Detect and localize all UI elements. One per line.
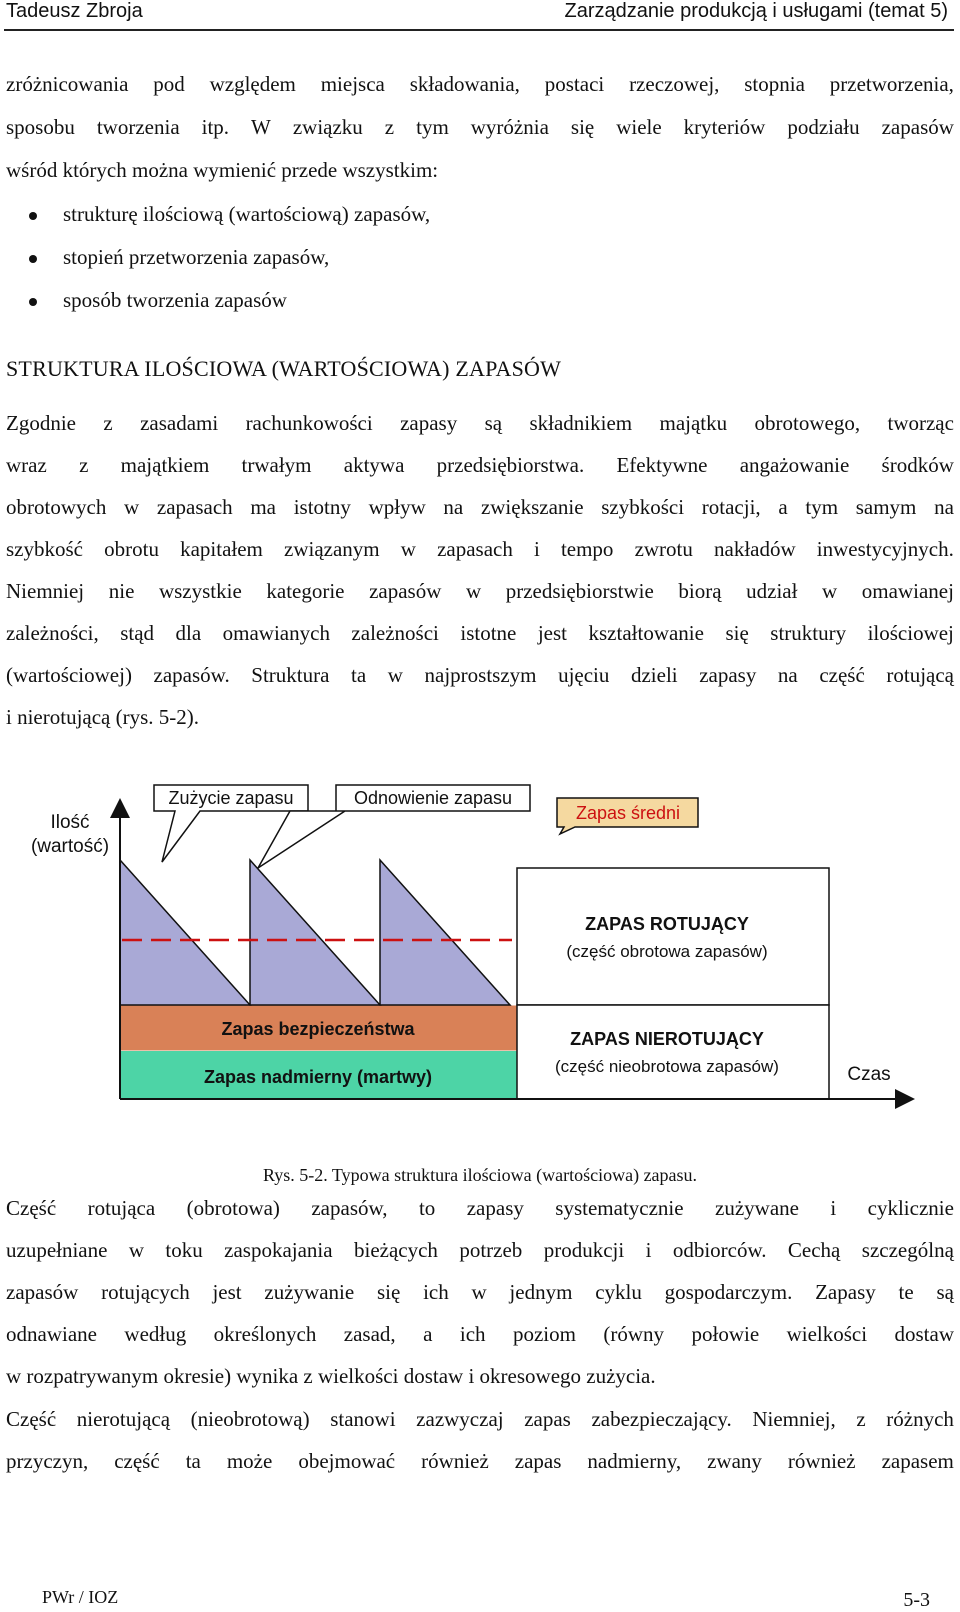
word: zależności [351, 621, 439, 645]
word: tym [805, 495, 839, 519]
word: rotacji, [701, 495, 761, 519]
word: dla [175, 621, 202, 645]
word: rzeczowej, [629, 72, 720, 96]
word: postaci [544, 72, 605, 96]
word: udział [746, 579, 798, 603]
word: połowie [691, 1322, 760, 1346]
word: cyklu [595, 1280, 642, 1304]
word: obrotu [104, 537, 159, 561]
word: bieżących [353, 1238, 438, 1262]
word: w [465, 579, 482, 603]
word: gospodarczym. [664, 1280, 793, 1304]
word: i [645, 1238, 652, 1262]
y-axis-label-1: Ilość [50, 812, 90, 833]
paragraph1-line [6, 453, 954, 477]
word: zwrotu [634, 537, 693, 561]
word: struktury [770, 621, 847, 645]
word: Zapasy [815, 1280, 876, 1304]
word: przedsiębiorstwie [505, 579, 654, 603]
word: W [251, 115, 271, 139]
nonrotating-stock-subtitle: (część nieobrotowa zapasów) [555, 1057, 779, 1076]
bullet-dot [29, 255, 37, 263]
y-axis-label-2: (wartość) [30, 836, 110, 857]
word: i [830, 1196, 837, 1220]
word: w [128, 1238, 145, 1262]
word: inwestycyjnych. [816, 537, 954, 561]
word: samym [855, 495, 917, 519]
word: szybkości [601, 495, 685, 519]
rotating-stock-title: ZAPAS ROTUJĄCY [585, 914, 749, 934]
stock-triangle [380, 860, 510, 1005]
word: przyczyn, [6, 1449, 89, 1473]
word: nierotującą [76, 1407, 171, 1431]
word: szybkość [6, 537, 83, 561]
paragraph1-line [6, 495, 954, 519]
word: rotującą [886, 663, 954, 687]
word: zaspokajania [224, 1238, 333, 1262]
word: kapitałem [180, 537, 263, 561]
word: różnych [886, 1407, 954, 1431]
word: w [471, 1280, 487, 1304]
word: zapasy [466, 1196, 524, 1220]
word: tempo [560, 537, 614, 561]
word: istotne [460, 621, 517, 645]
usage-callout-text: Zużycie zapasu [168, 788, 294, 808]
word: wiele [616, 115, 662, 139]
word: potrzeb [459, 1238, 523, 1262]
header-title: Zarządzanie produkcją i usługami (temat 5) [564, 0, 948, 22]
word: itp. [201, 115, 230, 139]
word: sposobu [6, 115, 75, 139]
word: (wartościowej) [6, 663, 132, 687]
word: rotująca [87, 1196, 156, 1220]
word: trwałym [241, 453, 312, 477]
word: rotujących [101, 1280, 190, 1304]
word: wielkości [786, 1322, 868, 1346]
rotating-stock-subtitle: (część obrotowa zapasów) [566, 942, 768, 961]
word: ta [351, 663, 367, 687]
word: zazwyczaj [416, 1407, 504, 1431]
word: nakładów [714, 537, 796, 561]
word: majątku [659, 411, 728, 435]
word: zwany [707, 1449, 762, 1473]
word: tworząc [887, 411, 954, 435]
word: Struktura [251, 663, 330, 687]
word: obrotowych [6, 495, 107, 519]
word: szczególną [861, 1238, 954, 1262]
word: na [934, 495, 954, 519]
word: zużywane [715, 1196, 799, 1220]
word: część [114, 1449, 160, 1473]
word: wyróżnia [470, 115, 549, 139]
word: również [421, 1449, 489, 1473]
word: wpływ [368, 495, 426, 519]
paragraph2-line [6, 1280, 954, 1304]
figure-caption: Rys. 5-2. Typowa struktura ilościowa (wartościowa) zapasu. [262, 1165, 698, 1185]
word: systematycznie [555, 1196, 684, 1220]
word: w [400, 537, 416, 561]
word: zasadami [140, 411, 219, 435]
word: się [570, 115, 595, 139]
word: są [484, 411, 503, 435]
word: są [936, 1280, 954, 1304]
word: zużywanie [264, 1280, 355, 1304]
word: określonych [213, 1322, 317, 1346]
page-number: 5-3 [903, 1589, 930, 1611]
word: z [384, 115, 395, 139]
word: jest [212, 1280, 242, 1304]
intro-line-2 [6, 115, 954, 139]
word: kategorie [266, 579, 345, 603]
word: i [533, 537, 540, 561]
word: się [725, 621, 749, 645]
section-heading: STRUKTURA ILOŚCIOWA (WARTOŚCIOWA) ZAPASÓW [6, 356, 562, 381]
word: kryteriów [683, 115, 766, 139]
word: a [423, 1322, 433, 1346]
word: przedsiębiorstwa. [436, 453, 585, 477]
word: zasad, [343, 1322, 396, 1346]
word: również [787, 1449, 856, 1473]
word: to [418, 1196, 436, 1220]
word: uzupełniane [6, 1238, 108, 1262]
word: Efektywne [616, 453, 708, 477]
word: w [387, 663, 403, 687]
word: jednym [509, 1280, 573, 1304]
word: zapasach [156, 495, 233, 519]
word: stanowi [330, 1407, 396, 1431]
word: poziom [512, 1322, 576, 1346]
bullet-item: strukturę ilościową (wartościową) zapasów, [63, 202, 431, 226]
word: Zgodnie [6, 411, 76, 435]
word: zapas [524, 1407, 571, 1431]
word: rachunkowości [245, 411, 373, 435]
bullet-dot [29, 298, 37, 306]
word: zapasów. [153, 663, 230, 687]
word: zapasów [881, 115, 954, 139]
word: odbiorców. [672, 1238, 767, 1262]
word: pod [153, 72, 185, 96]
paragraph1-line [6, 411, 954, 435]
bullet-item: sposób tworzenia zapasów [63, 288, 287, 312]
word: nadmierny, [587, 1449, 682, 1473]
word: na [443, 495, 464, 519]
word: jest [537, 621, 568, 645]
word: przetworzenia, [829, 72, 954, 96]
word: miejsca [320, 72, 385, 96]
word: wraz [6, 453, 47, 477]
average-stock-callout-text: Zapas średni [575, 803, 681, 823]
word: zapasach [437, 537, 513, 561]
header-rule [4, 29, 954, 31]
word: stąd [120, 621, 155, 645]
rotating-stock-box [517, 868, 829, 1005]
word: zapasów [6, 1280, 79, 1304]
word: względem [209, 72, 296, 96]
word: związku [292, 115, 363, 139]
word: toku [165, 1238, 203, 1262]
paragraph3-line [6, 1449, 954, 1473]
word: ta [185, 1449, 201, 1473]
word: te [898, 1280, 914, 1304]
bullet-dot [29, 212, 37, 220]
word: omawianej [861, 579, 954, 603]
word: w [822, 579, 838, 603]
word: zapasów, [311, 1196, 388, 1220]
word: związanym [284, 537, 380, 561]
word: odnawiane [6, 1322, 97, 1346]
paragraph2-line: w rozpatrywanym okresie) wynika z wielkości dostaw i okresowego zużycia. [6, 1364, 656, 1388]
word: środków [881, 453, 954, 477]
x-axis-label: Czas [847, 1064, 891, 1085]
word: zapasy [400, 411, 458, 435]
word: tworzenia [96, 115, 180, 139]
word: Niemniej, [752, 1407, 836, 1431]
footer-left: PWr / IOZ [42, 1587, 119, 1607]
word: stopnia [744, 72, 805, 96]
word: zapasy [699, 663, 757, 687]
word: cyklicznie [867, 1196, 954, 1220]
word: (nieobrotową) [190, 1407, 310, 1431]
paragraph3-line [6, 1407, 954, 1431]
nonrotating-stock-box [517, 1005, 829, 1099]
word: wszystkie [158, 579, 242, 603]
word: produkcji [543, 1238, 625, 1262]
header-author: Tadeusz Zbroja [6, 0, 143, 22]
word: zapas [514, 1449, 562, 1473]
word: składowania, [409, 72, 520, 96]
word: Część [6, 1196, 57, 1220]
word: obrotowego, [754, 411, 861, 435]
word: ich [459, 1322, 486, 1346]
safety-stock-label: Zapas bezpieczeństwa [221, 1019, 415, 1039]
word: zwiększanie [480, 495, 584, 519]
paragraph2-line [6, 1196, 954, 1220]
word: najprostszym [424, 663, 537, 687]
word: dostaw [894, 1322, 954, 1346]
word: (obrotowa) [186, 1196, 280, 1220]
word: biorą [678, 579, 722, 603]
word: omawianych [222, 621, 330, 645]
word: majątkiem [120, 453, 210, 477]
nonrotating-stock-title: ZAPAS NIEROTUJĄCY [570, 1029, 764, 1049]
word: według [124, 1322, 187, 1346]
word: nie [108, 579, 135, 603]
word: zróżnicowania [6, 72, 129, 96]
renewal-callout-text: Odnowienie zapasu [353, 788, 513, 808]
paragraph2-line [6, 1322, 954, 1346]
word: zależności, [6, 621, 99, 645]
paragraph1-line [6, 579, 954, 603]
word: a [778, 495, 788, 519]
inventory-structure-diagram [0, 780, 960, 1140]
intro-line-1 [6, 72, 954, 96]
bullet-item: stopień przetworzenia zapasów, [63, 245, 330, 269]
word: może [226, 1449, 273, 1473]
word: obejmować [298, 1449, 396, 1473]
word: z [103, 411, 113, 435]
word: zapasów [369, 579, 442, 603]
word: Cechą [787, 1238, 841, 1262]
word: aktywa [343, 453, 405, 477]
word: zapasem [881, 1449, 954, 1473]
paragraph1-line [6, 663, 954, 687]
word: dzieli [630, 663, 678, 687]
word: tym [416, 115, 449, 139]
word: z [856, 1407, 866, 1431]
paragraph1-line [6, 621, 954, 645]
word: Niemniej [6, 579, 85, 603]
word: z [79, 453, 89, 477]
word: ich [423, 1280, 449, 1304]
paragraph1-line: i nierotującą (rys. 5-2). [6, 705, 200, 729]
paragraph2-line [6, 1238, 954, 1262]
excess-stock-label: Zapas nadmierny (martwy) [203, 1067, 433, 1087]
word: zabezpieczający. [591, 1407, 732, 1431]
word: w [124, 495, 140, 519]
word: podziału [787, 115, 860, 139]
word: część [819, 663, 865, 687]
stock-triangle [250, 860, 380, 1005]
word: istotny [293, 495, 351, 519]
paragraph1-line [6, 537, 954, 561]
word: (równy [603, 1322, 665, 1346]
word: kształtowanie [588, 621, 704, 645]
word: Część [6, 1407, 57, 1431]
word: się [376, 1280, 401, 1304]
word: angażowanie [739, 453, 850, 477]
word: składnikiem [529, 411, 633, 435]
stock-triangle [120, 860, 250, 1005]
word: ujęciu [558, 663, 610, 687]
word: na [777, 663, 798, 687]
intro-line-3: wśród których można wymienić przede wszystkim: [6, 158, 439, 182]
word: ilościowej [867, 621, 954, 645]
word: ma [250, 495, 276, 519]
